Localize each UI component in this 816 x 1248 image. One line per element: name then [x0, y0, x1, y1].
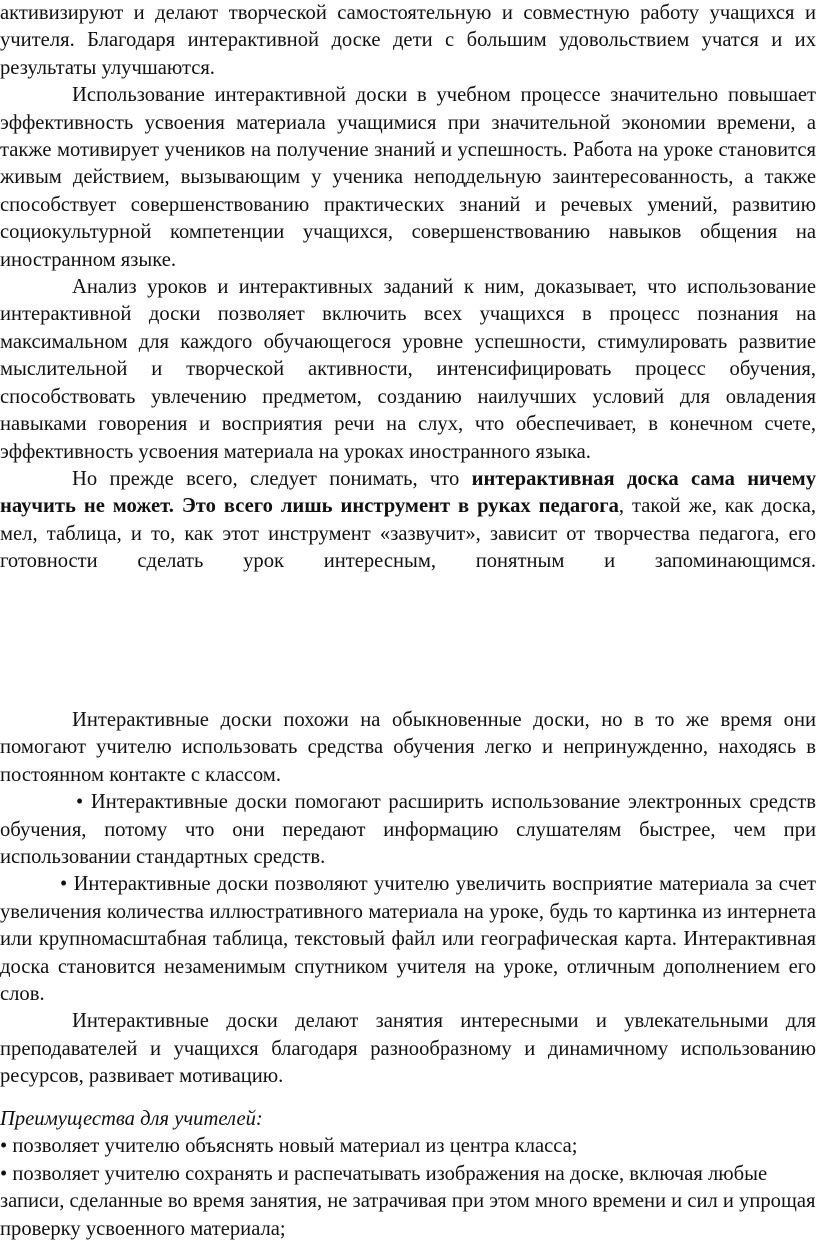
document-section-top: [0, 0, 816, 576]
paragraph-rest-text: , такой же, как доска, мел, таблица, и то, как этот инструмент «зазвучит», зависит от творчества педагога, его готовности сделать урок интересным, понятным и запоминающимся.: [0, 495, 816, 573]
emphasis-tool-in-hands: Это всего лишь инструмент в руках педагога: [181, 495, 619, 518]
bullet-paragraph-increase-perception: • Интерактивные доски позволяют учителю увеличить восприятие материала за счет увеличения количества иллюстративного материала на уроке, будь то картинка из интернета или крупномасштабная таблица, текстовый файл или географическая карта. Интерактивная доска становится незаменимым спутником учителя на уроке, отличным дополнением его слов.: [0, 873, 816, 1006]
paragraph-lesson-analysis: Анализ уроков и интерактивных заданий к ним, доказывает, что использование интерактивной доски позволяет включить всех учащихся в процесс познания на максимальном для каждого обучающегося уровне успешности, стимулировать развитие мыслительной и творческой активности, интенсифицировать процесс обучения, способствовать увлечению предметом, созданию наилучших условий для овладения навыками говорения и восприятия речи на слух, что обеспечивает, в конечном счете, эффективность усвоения материала на уроках иностранного языка.: [0, 276, 816, 463]
advantage-item: • позволяет учителю объяснять новый материал из центра класса;: [0, 1135, 578, 1158]
paragraph-interactive-board-efficiency: Использование интерактивной доски в учебном процессе значительно повышает эффективность усвоения материала учащимися при значительной экономии времени, а также мотивирует учеников на получение знаний и успешность. Работа на уроке становится живым действием, вызывающим у ученика неподдельную заинтересованность, а также способствует совершенствованию практических знаний и речевых умений, развитию социокультурной компетенции учащихся, совершенствованию навыков общения на иностранном языке.: [0, 84, 816, 271]
paragraph-continuation: активизируют и делают творческой самостоятельную и совместную работу учащихся и учителя. Благодаря интерактивной доске дети с большим удовольствием учатся и их результаты улучшаются.: [0, 2, 816, 79]
advantage-item: • позволяет учителю сохранять и распечатывать изображения на доске, включая любые записи, сделанные во время занятия, не затрачивая при этом много времени и сил и упрощая проверку усвоенного материала;: [0, 1162, 816, 1240]
document-section-middle: [0, 707, 816, 1091]
paragraph-lessons-interesting: Интерактивные доски делают занятия интересными и увлекательными для преподавателей и учащихся благодаря разнообразному и динамичному использованию ресурсов, развивает мотивацию.: [0, 1010, 816, 1088]
advantages-section: [0, 1106, 816, 1243]
paragraph-boards-similar: Интерактивные доски похожи на обыкновенные доски, но в то же время они помогают учителю использовать средства обучения легко и непринужденно, находясь в постоянном контакте с классом.: [0, 709, 816, 786]
paragraph-lead-text: Но прежде всего, следует понимать, что: [72, 467, 472, 490]
advantages-heading: Преимущества для учителей:: [0, 1108, 263, 1130]
emphasis-spacer: [174, 495, 182, 517]
paragraph-board-is-tool: [0, 466, 816, 576]
bullet-paragraph-expand-electronic-tools: • Интерактивные доски помогают расширить использование электронных средств обучения, потому что они передают информацию слушателям быстрее, чем при использовании стандартных средств.: [0, 791, 816, 869]
emphasis-board-cannot-teach: интерактивная доска сама ничему научить не может.: [0, 467, 816, 518]
